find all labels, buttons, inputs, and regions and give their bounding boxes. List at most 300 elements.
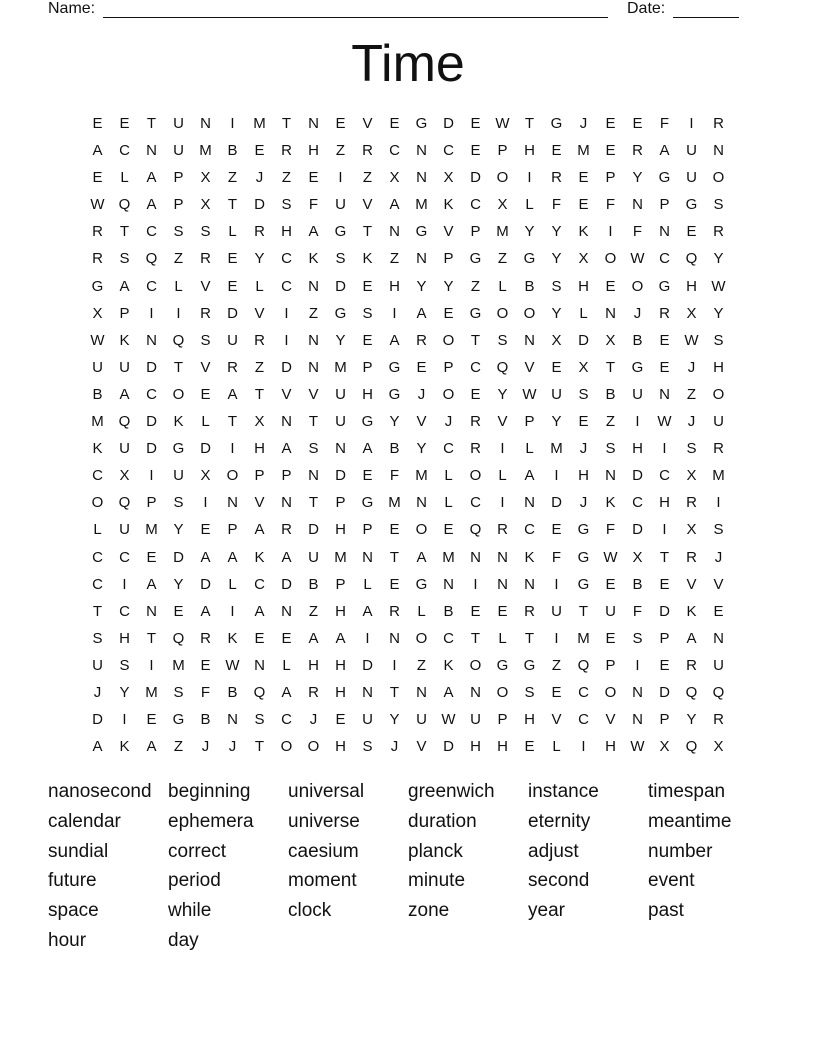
grid-letter: J <box>255 169 264 187</box>
grid-letter: H <box>470 738 481 756</box>
grid-letter: V <box>308 385 319 403</box>
grid-letter: G <box>685 196 698 214</box>
grid-letter: L <box>444 467 453 485</box>
grid-letter: Z <box>389 250 400 268</box>
grid-letter: C <box>659 250 670 268</box>
grid-letter: C <box>443 440 454 458</box>
grid-letter: A <box>362 602 373 620</box>
grid-row <box>84 548 732 575</box>
grid-letter: H <box>686 277 697 295</box>
grid-letter: Z <box>551 656 562 674</box>
grid-letter: E <box>605 277 616 295</box>
word-bank-item: while <box>168 900 212 922</box>
grid-letter: W <box>684 331 699 349</box>
grid-letter: O <box>712 169 725 187</box>
grid-letter: I <box>230 115 235 132</box>
grid-letter: A <box>146 169 157 187</box>
grid-letter: J <box>579 440 588 458</box>
grid-letter: E <box>578 169 589 187</box>
grid-letter: O <box>469 467 482 485</box>
grid-row <box>84 412 732 439</box>
grid-row <box>84 656 732 683</box>
grid-letter: P <box>173 169 184 187</box>
name-field-line[interactable] <box>103 17 608 18</box>
grid-letter: S <box>632 629 643 647</box>
grid-letter: U <box>335 385 346 403</box>
grid-letter: J <box>633 304 642 322</box>
grid-letter: H <box>335 521 346 539</box>
grid-letter: N <box>308 115 319 132</box>
grid-letter: P <box>362 358 373 376</box>
grid-letter: R <box>632 142 643 160</box>
grid-letter: N <box>389 223 400 241</box>
grid-letter: M <box>712 467 725 485</box>
grid-letter: E <box>443 521 454 539</box>
word-bank-item: correct <box>168 840 227 862</box>
grid-letter: E <box>713 602 724 620</box>
grid-letter: E <box>551 358 562 376</box>
grid-letter: K <box>524 548 535 566</box>
grid-letter: C <box>659 467 670 485</box>
grid-letter: R <box>281 142 292 160</box>
grid-letter: V <box>713 575 724 593</box>
grid-letter: Q <box>685 250 698 268</box>
grid-letter: P <box>497 142 508 160</box>
grid-letter: Q <box>145 250 158 268</box>
word-bank-item: number <box>648 840 713 862</box>
grid-letter: A <box>92 142 103 160</box>
grid-letter: Q <box>685 683 698 701</box>
grid-letter: N <box>416 169 427 187</box>
grid-letter: Z <box>227 169 238 187</box>
grid-letter: M <box>442 548 455 566</box>
grid-letter: G <box>631 358 644 376</box>
grid-letter: E <box>281 629 292 647</box>
grid-letter: G <box>523 656 536 674</box>
grid-letter: G <box>469 304 482 322</box>
word-bank-item: instance <box>528 781 599 802</box>
grid-letter: K <box>119 331 130 349</box>
grid-letter: E <box>362 331 373 349</box>
grid-letter: T <box>227 413 238 431</box>
grid-letter: W <box>630 738 645 756</box>
grid-row <box>84 222 732 249</box>
grid-letter: N <box>713 629 724 647</box>
grid-letter: C <box>119 602 130 620</box>
grid-letter: R <box>551 169 562 187</box>
grid-letter: T <box>281 115 292 132</box>
grid-letter: N <box>416 142 427 160</box>
grid-letter: W <box>90 331 105 349</box>
grid-letter: N <box>497 548 508 566</box>
grid-letter: A <box>227 548 238 566</box>
grid-letter: N <box>281 494 292 512</box>
grid-letter: Y <box>632 169 643 187</box>
grid-letter: C <box>578 711 589 729</box>
word-bank-item: caesium <box>288 840 359 862</box>
grid-letter: L <box>228 223 237 241</box>
grid-letter: P <box>470 223 481 241</box>
grid-letter: C <box>281 277 292 295</box>
grid-letter: N <box>632 683 643 701</box>
grid-letter: I <box>365 629 370 647</box>
header-row <box>48 0 748 20</box>
word-bank-item: future <box>48 870 97 892</box>
grid-letter: W <box>711 277 726 295</box>
grid-letter: P <box>335 575 346 593</box>
grid-letter: O <box>604 250 617 268</box>
grid-letter: O <box>415 629 428 647</box>
grid-letter: E <box>659 656 670 674</box>
grid-letter: E <box>551 142 562 160</box>
grid-letter: W <box>225 656 240 674</box>
grid-row <box>84 466 732 493</box>
grid-letter: I <box>230 440 235 458</box>
grid-letter: E <box>443 304 454 322</box>
grid-letter: C <box>470 196 481 214</box>
grid-letter: C <box>92 548 103 566</box>
grid-letter: K <box>443 656 454 674</box>
grid-letter: N <box>659 385 670 403</box>
grid-letter: G <box>658 277 671 295</box>
grid-letter: G <box>334 223 347 241</box>
grid-letter: U <box>308 548 319 566</box>
grid-letter: F <box>389 467 400 485</box>
grid-letter: E <box>227 250 238 268</box>
grid-letter: L <box>120 169 129 187</box>
grid-letter: I <box>338 169 343 187</box>
word-bank-item: planck <box>408 840 463 862</box>
grid-letter: E <box>578 196 589 214</box>
grid-letter: R <box>686 494 697 512</box>
grid-letter: L <box>552 738 561 756</box>
grid-letter: S <box>173 494 184 512</box>
grid-letter: H <box>119 629 130 647</box>
grid-letter: A <box>200 602 211 620</box>
grid-letter: W <box>522 385 537 403</box>
grid-letter: T <box>308 494 319 512</box>
grid-letter: W <box>441 711 456 729</box>
grid-letter: G <box>469 250 482 268</box>
grid-letter: W <box>657 413 672 431</box>
grid-letter: J <box>201 738 210 756</box>
grid-letter: F <box>605 521 616 539</box>
word-bank-item: day <box>168 929 199 951</box>
grid-letter: E <box>551 521 562 539</box>
grid-letter: E <box>524 738 535 756</box>
grid-letter: T <box>659 548 670 566</box>
grid-letter: P <box>443 358 454 376</box>
grid-letter: E <box>362 277 373 295</box>
grid-letter: B <box>308 575 319 593</box>
grid-letter: F <box>308 196 319 214</box>
grid-letter: N <box>416 494 427 512</box>
grid-letter: M <box>199 142 212 160</box>
grid-letter: S <box>497 331 508 349</box>
grid-letter: R <box>254 331 265 349</box>
grid-letter: M <box>415 196 428 214</box>
grid-letter: H <box>524 142 535 160</box>
grid-letter: Z <box>254 358 265 376</box>
grid-letter: X <box>605 331 616 349</box>
grid-letter: I <box>527 169 532 187</box>
grid-letter: P <box>659 629 670 647</box>
grid-letter: W <box>90 196 105 214</box>
grid-letter: Z <box>335 142 346 160</box>
word-bank-item: space <box>48 900 99 922</box>
grid-letter: E <box>173 602 184 620</box>
grid-letter: O <box>631 277 644 295</box>
grid-letter: I <box>554 575 559 593</box>
grid-letter: D <box>443 115 454 132</box>
grid-letter: X <box>254 413 265 431</box>
grid-letter: A <box>119 277 130 295</box>
grid-letter: T <box>389 683 400 701</box>
grid-letter: L <box>417 602 426 620</box>
grid-letter: H <box>497 738 508 756</box>
grid-letter: E <box>254 142 265 160</box>
grid-letter: E <box>335 115 346 132</box>
grid-letter: S <box>173 683 184 701</box>
grid-letter: S <box>92 629 103 647</box>
grid-letter: X <box>686 467 697 485</box>
grid-letter: M <box>334 358 347 376</box>
grid-letter: T <box>227 196 238 214</box>
grid-letter: B <box>200 711 211 729</box>
grid-letter: M <box>253 115 266 132</box>
grid-letter: G <box>415 115 428 132</box>
grid-letter: Z <box>173 250 184 268</box>
grid-letter: A <box>416 548 427 566</box>
grid-letter: H <box>578 467 589 485</box>
grid-letter: D <box>335 277 346 295</box>
grid-letter: C <box>524 521 535 539</box>
grid-letter: Y <box>416 277 427 295</box>
letter-grid <box>84 114 732 764</box>
grid-letter: C <box>578 683 589 701</box>
grid-letter: G <box>172 711 185 729</box>
grid-letter: Q <box>496 358 509 376</box>
grid-letter: R <box>470 440 481 458</box>
grid-letter: O <box>442 385 455 403</box>
grid-letter: A <box>443 683 454 701</box>
grid-letter: H <box>308 656 319 674</box>
word-bank-item: nanosecond <box>48 781 152 802</box>
grid-letter: C <box>146 223 157 241</box>
grid-letter: Y <box>713 304 724 322</box>
grid-row <box>84 683 732 710</box>
grid-letter: X <box>578 250 589 268</box>
grid-letter: C <box>119 548 130 566</box>
word-bank-item: calendar <box>48 810 121 832</box>
word-bank-item: ephemera <box>168 810 254 832</box>
grid-letter: G <box>415 575 428 593</box>
grid-letter: E <box>470 115 481 132</box>
date-field-line[interactable] <box>673 17 739 18</box>
grid-letter: H <box>362 385 373 403</box>
grid-letter: E <box>551 683 562 701</box>
grid-letter: G <box>361 494 374 512</box>
grid-letter: X <box>443 169 454 187</box>
grid-letter: I <box>635 413 640 431</box>
grid-letter: A <box>335 629 346 647</box>
grid-letter: T <box>146 115 157 132</box>
grid-letter: H <box>389 277 400 295</box>
grid-letter: S <box>281 196 292 214</box>
grid-letter: T <box>146 629 157 647</box>
grid-letter: T <box>578 602 589 620</box>
grid-letter: D <box>173 548 184 566</box>
grid-letter: A <box>146 196 157 214</box>
grid-letter: N <box>281 602 292 620</box>
grid-letter: N <box>416 683 427 701</box>
grid-letter: H <box>308 142 319 160</box>
grid-letter: L <box>255 277 264 295</box>
grid-letter: N <box>524 331 535 349</box>
grid-letter: L <box>174 277 183 295</box>
grid-letter: I <box>662 521 667 539</box>
word-bank-item: past <box>648 900 684 922</box>
grid-letter: R <box>713 440 724 458</box>
grid-letter: X <box>200 169 211 187</box>
grid-letter: L <box>498 277 507 295</box>
grid-letter: M <box>334 548 347 566</box>
grid-letter: T <box>389 548 400 566</box>
grid-letter: N <box>497 575 508 593</box>
grid-letter: F <box>551 548 562 566</box>
grid-row <box>84 114 732 141</box>
grid-letter: T <box>254 385 265 403</box>
grid-letter: Z <box>470 277 481 295</box>
grid-letter: N <box>416 250 427 268</box>
grid-letter: F <box>659 115 670 132</box>
grid-letter: I <box>635 656 640 674</box>
grid-letter: S <box>335 250 346 268</box>
grid-letter: T <box>173 358 184 376</box>
grid-letter: F <box>605 196 616 214</box>
grid-letter: D <box>443 738 454 756</box>
grid-letter: Q <box>118 196 131 214</box>
grid-letter: S <box>713 521 724 539</box>
grid-letter: C <box>632 494 643 512</box>
grid-letter: U <box>362 711 373 729</box>
grid-letter: S <box>362 738 373 756</box>
grid-letter: A <box>227 385 238 403</box>
grid-letter: A <box>389 331 400 349</box>
word-bank-item: beginning <box>168 781 251 802</box>
grid-letter: O <box>523 304 536 322</box>
grid-letter: S <box>713 196 724 214</box>
grid-letter: F <box>632 223 643 241</box>
grid-letter: G <box>577 521 590 539</box>
word-bank-item: hour <box>48 929 87 951</box>
grid-letter: H <box>713 358 724 376</box>
grid-letter: D <box>92 711 103 729</box>
grid-letter: P <box>605 169 616 187</box>
grid-letter: L <box>579 304 588 322</box>
grid-letter: B <box>92 385 103 403</box>
grid-letter: N <box>524 575 535 593</box>
grid-letter: R <box>254 223 265 241</box>
grid-letter: E <box>470 385 481 403</box>
grid-letter: P <box>497 711 508 729</box>
grid-letter: Y <box>443 277 454 295</box>
grid-letter: D <box>200 575 211 593</box>
grid-letter: D <box>308 521 319 539</box>
grid-letter: S <box>254 711 265 729</box>
grid-letter: J <box>93 683 102 701</box>
grid-letter: K <box>686 602 697 620</box>
grid-letter: T <box>92 602 103 620</box>
grid-letter: Q <box>712 683 725 701</box>
grid-letter: G <box>658 169 671 187</box>
grid-letter: N <box>632 196 643 214</box>
grid-letter: A <box>92 738 103 756</box>
grid-letter: L <box>498 629 507 647</box>
grid-letter: C <box>281 711 292 729</box>
grid-letter: H <box>524 711 535 729</box>
grid-letter: U <box>173 142 184 160</box>
grid-letter: O <box>604 683 617 701</box>
grid-letter: H <box>605 738 616 756</box>
grid-letter: U <box>119 440 130 458</box>
grid-letter: Y <box>551 250 562 268</box>
grid-letter: R <box>659 304 670 322</box>
grid-letter: Z <box>497 250 508 268</box>
grid-letter: E <box>605 142 616 160</box>
grid-letter: J <box>417 385 426 403</box>
grid-row <box>84 575 732 602</box>
grid-letter: P <box>119 304 130 322</box>
grid-letter: S <box>173 223 184 241</box>
grid-letter: M <box>145 683 158 701</box>
grid-letter: B <box>605 385 616 403</box>
grid-letter: E <box>200 385 211 403</box>
grid-letter: Q <box>118 413 131 431</box>
grid-letter: H <box>254 440 265 458</box>
grid-letter: T <box>254 738 265 756</box>
grid-letter: M <box>577 142 590 160</box>
grid-letter: L <box>93 521 102 539</box>
grid-letter: Y <box>551 223 562 241</box>
grid-row <box>84 304 732 331</box>
grid-letter: M <box>145 521 158 539</box>
grid-letter: E <box>92 169 103 187</box>
grid-letter: R <box>389 602 400 620</box>
grid-letter: U <box>92 358 103 376</box>
grid-letter: S <box>578 385 589 403</box>
grid-letter: U <box>335 413 346 431</box>
grid-letter: E <box>578 413 589 431</box>
grid-letter: O <box>469 656 482 674</box>
grid-letter: A <box>362 440 373 458</box>
grid-letter: C <box>470 494 481 512</box>
grid-letter: I <box>149 304 154 322</box>
grid-letter: V <box>281 385 292 403</box>
grid-letter: B <box>524 277 535 295</box>
grid-letter: I <box>608 223 613 241</box>
grid-letter: Z <box>173 738 184 756</box>
grid-letter: A <box>281 683 292 701</box>
grid-letter: E <box>659 575 670 593</box>
grid-letter: O <box>496 683 509 701</box>
grid-row <box>84 277 732 304</box>
grid-letter: E <box>605 115 616 132</box>
grid-letter: Y <box>254 250 265 268</box>
grid-letter: J <box>228 738 237 756</box>
grid-row <box>84 168 732 195</box>
grid-letter: X <box>389 169 400 187</box>
